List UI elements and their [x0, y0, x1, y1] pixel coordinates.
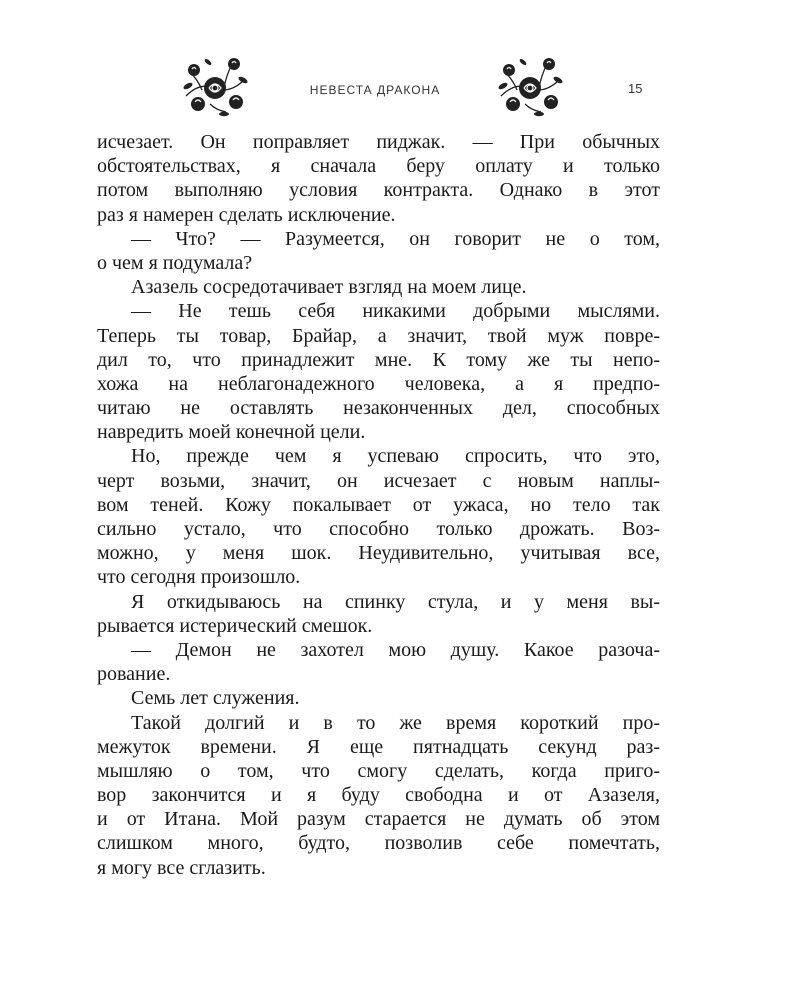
text-line: — Демон не захотел мою душу. Какое разоча- — [131, 638, 660, 661]
text-line: Я откидываюсь на спинку стула, и у меня вы- — [131, 590, 660, 613]
rose-ornament-icon — [180, 52, 250, 118]
text-line: черт возьми, значит, он исчезает с новым наплы- — [97, 469, 660, 492]
text-line: раз я намерен сделать исключение. — [97, 203, 396, 226]
text-line: и от Итана. Мой разум старается не думать об этом — [97, 808, 660, 831]
text-line: я могу все сглазить. — [97, 856, 266, 879]
text-line: что сегодня произошло. — [97, 566, 301, 589]
text-line: рывается истерический смешок. — [97, 614, 373, 637]
text-line: потом выполняю условия контракта. Однако в этот — [97, 179, 660, 202]
text-line: межуток времени. Я еще пятнадцать секунд раз- — [97, 735, 660, 758]
rose-ornament-icon — [495, 52, 565, 118]
body-text — [97, 130, 660, 880]
text-line: мышляю о том, что смогу сделать, когда приго- — [97, 759, 660, 782]
text-line: дил то, что принадлежит мне. К тому же ты непо- — [97, 348, 660, 371]
text-line: Азазель сосредотачивает взгляд на моем лице. — [131, 276, 527, 299]
text-line: обстоятельствах, я сначала беру оплату и только — [97, 155, 660, 178]
text-line: вор закончится и я буду свободна и от Азазеля, — [97, 784, 660, 807]
text-line: можно, у меня шок. Неудивительно, учитывая все, — [97, 542, 660, 565]
text-line: рование. — [97, 663, 171, 686]
text-line: — Что? — Разумеется, он говорит не о том, — [131, 227, 660, 250]
text-line: навредить моей конечной цели. — [97, 421, 366, 444]
text-line: Такой долгий и в то же время короткий про- — [131, 711, 660, 734]
page-number: 15 — [628, 81, 643, 96]
running-title: НЕВЕСТА ДРАКОНА — [309, 83, 441, 97]
text-line: сильно устало, что способно только дрожать. Воз- — [97, 518, 660, 540]
text-line: слишком много, будто, позволив себе помечтать, — [97, 832, 660, 855]
text-line: Но, прежде чем я успеваю спросить, что это, — [131, 445, 660, 468]
text-line: исчезает. Он поправляет пиджак. — При обычных — [97, 131, 660, 153]
text-line: хожа на неблагонадежного человека, а я предпо- — [97, 372, 660, 395]
text-line: вом теней. Кожу покалывает от ужаса, но тело так — [97, 493, 660, 516]
text-line: Семь лет служения. — [131, 687, 300, 710]
text-line: о чем я подумала? — [97, 251, 253, 274]
text-line: — Не тешь себя никакими добрыми мыслями. — [131, 300, 660, 323]
text-line: Теперь ты товар, Брайар, а значит, твой муж повре- — [97, 324, 660, 347]
text-line: читаю не оставлять незаконченных дел, способных — [97, 397, 660, 420]
running-header — [0, 52, 800, 122]
